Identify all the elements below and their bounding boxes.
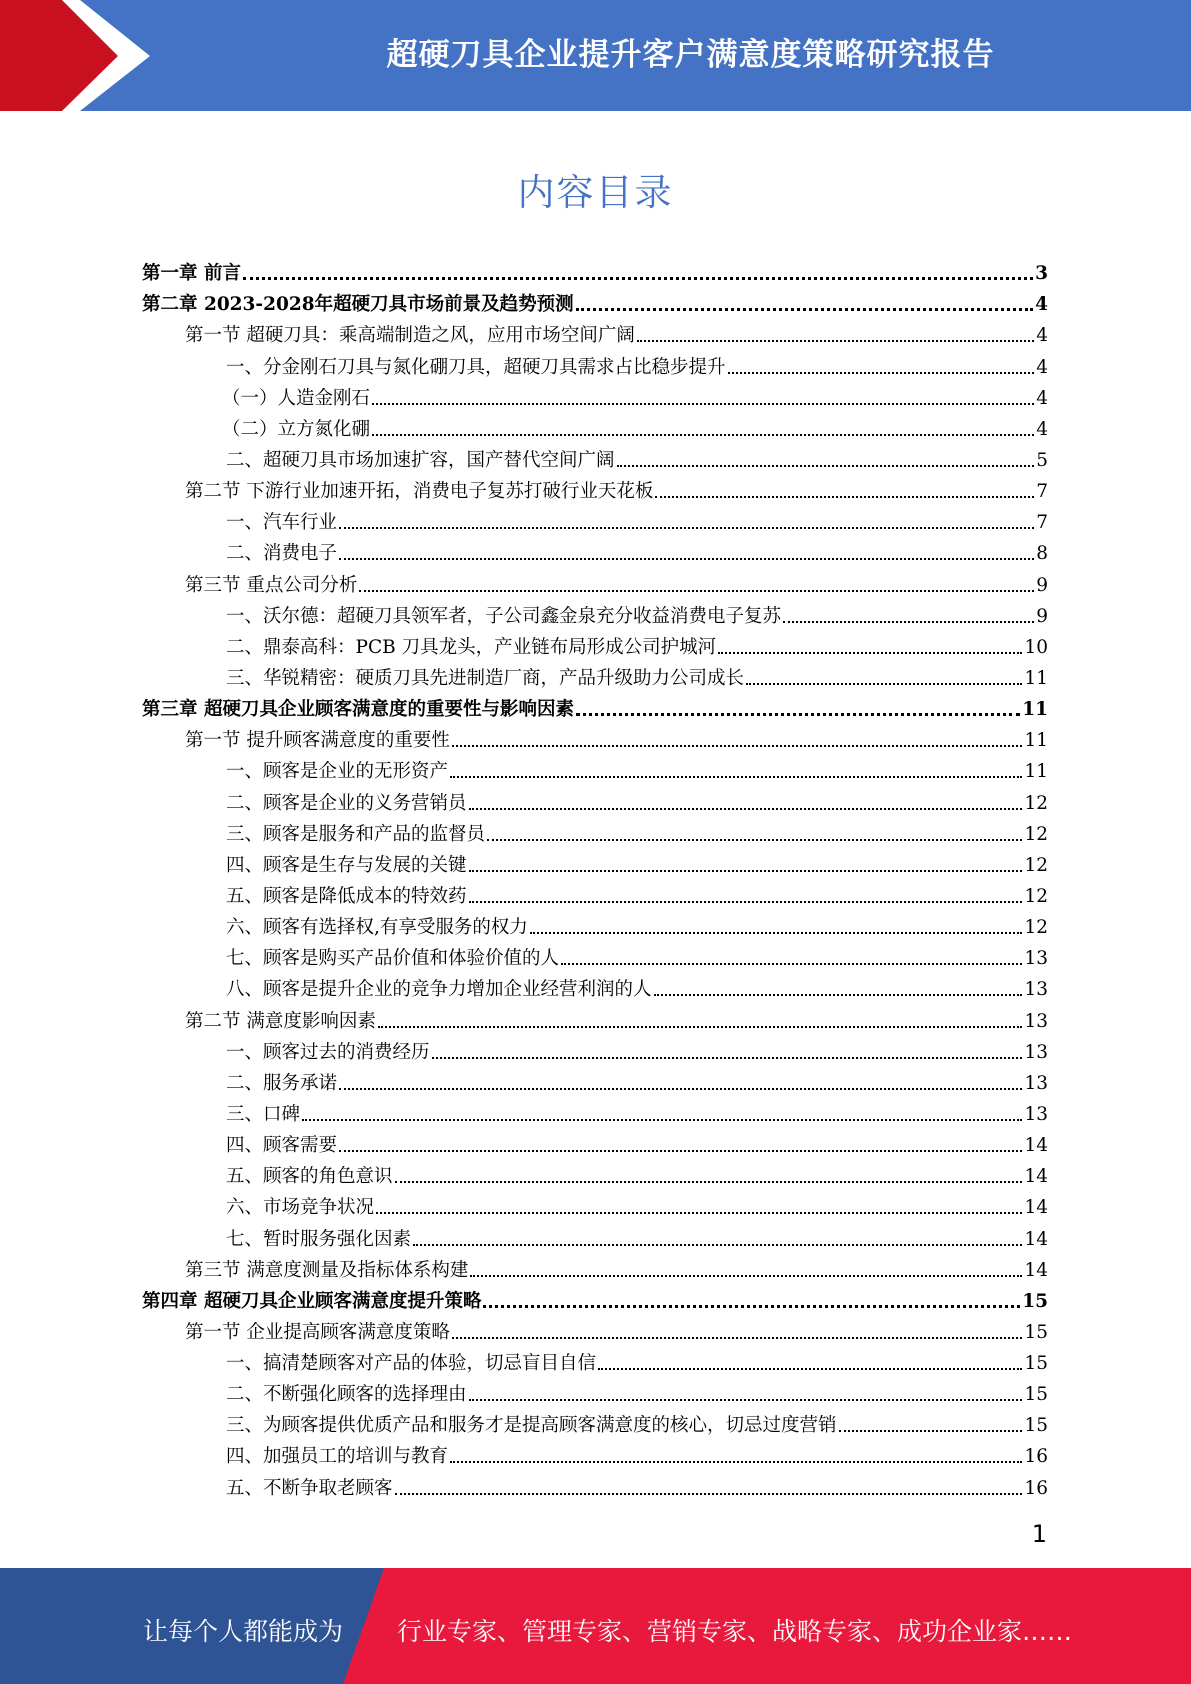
toc-dot-leader xyxy=(783,621,1034,623)
toc-dot-leader xyxy=(469,808,1023,810)
toc-entry[interactable] xyxy=(142,1406,1048,1437)
toc-entry[interactable] xyxy=(142,1064,1048,1095)
toc-heading: 内容目录 xyxy=(517,171,674,214)
toc-entry-title: 三、口碑 xyxy=(226,1103,301,1125)
toc-entry[interactable] xyxy=(142,1282,1048,1313)
toc-entry-title: （二）立方氮化硼 xyxy=(222,418,371,440)
toc-entry-page: 7 xyxy=(1036,512,1048,534)
page-number: 1 xyxy=(1031,1520,1047,1548)
toc-dot-leader xyxy=(339,1088,1022,1090)
toc-entry-title: 第四章 超硬刀具企业顾客满意度提升策略 xyxy=(142,1290,482,1312)
toc-entry[interactable] xyxy=(142,472,1048,503)
toc-entry-title: 二、不断强化顾客的选择理由 xyxy=(226,1384,467,1406)
toc-entry-page: 14 xyxy=(1024,1166,1048,1188)
toc-entry-title: 一、汽车行业 xyxy=(226,512,338,534)
toc-entry-page: 4 xyxy=(1036,387,1048,409)
toc-dot-leader xyxy=(718,652,1022,654)
toc-entry-page: 11 xyxy=(1024,761,1048,783)
toc-dot-leader xyxy=(450,1461,1022,1463)
toc-entry-page: 16 xyxy=(1024,1477,1048,1499)
toc-entry[interactable] xyxy=(142,410,1048,441)
toc-entry-page: 7 xyxy=(1036,481,1048,503)
toc-entry-page: 12 xyxy=(1024,917,1048,939)
toc-entry-page: 3 xyxy=(1035,263,1048,285)
toc-entry-title: 二、超硬刀具市场加速扩容，国产替代空间广阔 xyxy=(226,449,615,471)
toc-dot-leader xyxy=(452,1337,1023,1339)
page-header xyxy=(0,0,1191,111)
toc-entry-page: 4 xyxy=(1036,325,1048,347)
toc-entry-title: 第一章 前言 xyxy=(142,263,241,285)
toc-entry-page: 4 xyxy=(1035,294,1048,316)
toc-entry-page: 11 xyxy=(1022,699,1048,721)
toc-dot-leader xyxy=(243,277,1033,280)
toc-entry[interactable] xyxy=(142,1095,1048,1126)
toc-dot-leader xyxy=(469,901,1023,903)
toc-entry-page: 4 xyxy=(1036,418,1048,440)
toc-entry-title: 第一节 企业提高顾客满意度策略 xyxy=(185,1321,450,1343)
toc-entry-page: 5 xyxy=(1036,449,1048,471)
toc-entry-title: 一、顾客是企业的无形资产 xyxy=(226,761,449,783)
toc-dot-leader xyxy=(487,839,1022,841)
toc-entry[interactable] xyxy=(142,1188,1048,1219)
toc-entry[interactable] xyxy=(142,503,1048,534)
toc-dot-leader xyxy=(530,932,1023,934)
toc-entry-title: 五、顾客的角色意识 xyxy=(226,1166,393,1188)
red-arrow-icon xyxy=(0,0,150,111)
toc-entry-title: 六、顾客有选择权,有享受服务的权力 xyxy=(226,917,528,939)
toc-entry-page: 9 xyxy=(1036,574,1048,596)
toc-dot-leader xyxy=(746,683,1022,685)
toc-entry[interactable] xyxy=(142,1033,1048,1064)
toc-entry-page: 11 xyxy=(1024,667,1048,689)
toc-dot-leader xyxy=(359,590,1034,592)
toc-dot-leader xyxy=(372,403,1034,405)
toc-entry-title: 第二节 满意度影响因素 xyxy=(185,1010,376,1032)
toc-entry-page: 9 xyxy=(1036,605,1048,627)
toc-entry[interactable] xyxy=(142,783,1048,814)
toc-dot-leader xyxy=(339,1150,1022,1152)
toc-dot-leader xyxy=(372,434,1034,436)
toc-entry-page: 14 xyxy=(1024,1135,1048,1157)
toc-entry[interactable] xyxy=(142,534,1048,565)
toc-entry[interactable] xyxy=(142,1344,1048,1375)
footer-slogan-left: 让每个人都能成为 xyxy=(143,1617,344,1646)
toc-entry-page: 15 xyxy=(1024,1321,1048,1343)
toc-entry-page: 14 xyxy=(1024,1197,1048,1219)
toc-entry[interactable] xyxy=(142,254,1048,285)
toc-entry[interactable] xyxy=(142,1375,1048,1406)
toc-dot-leader xyxy=(576,713,1020,716)
toc-entry-title: 四、加强员工的培训与教育 xyxy=(226,1446,449,1468)
toc-entry-title: （一）人造金刚石 xyxy=(222,387,371,409)
toc-entry-page: 4 xyxy=(1036,356,1048,378)
toc-entry-title: 二、顾客是企业的义务营销员 xyxy=(226,792,467,814)
toc-entry[interactable] xyxy=(142,970,1048,1001)
toc-dot-leader xyxy=(378,1026,1023,1028)
toc-entry-title: 五、顾客是降低成本的特效药 xyxy=(226,885,467,907)
toc-entry-page: 8 xyxy=(1036,543,1048,565)
toc-entry-page: 14 xyxy=(1024,1259,1048,1281)
toc-entry-title: 六、市场竞争状况 xyxy=(226,1197,375,1219)
toc-entry-page: 10 xyxy=(1024,636,1048,658)
toc-entry[interactable] xyxy=(142,721,1048,752)
toc-dot-leader xyxy=(432,1057,1023,1059)
toc-dot-leader xyxy=(561,963,1022,965)
toc-entry-page: 12 xyxy=(1024,854,1048,876)
toc-entry-page: 15 xyxy=(1024,1353,1048,1375)
toc-entry-page: 13 xyxy=(1024,979,1048,1001)
toc-dot-leader xyxy=(302,1119,1022,1121)
toc-entry[interactable] xyxy=(142,908,1048,939)
toc-entry[interactable] xyxy=(142,441,1048,472)
toc-dot-leader xyxy=(469,1399,1023,1401)
toc-entry[interactable] xyxy=(142,939,1048,970)
toc-dot-leader xyxy=(654,994,1023,996)
toc-entry[interactable] xyxy=(142,1437,1048,1468)
toc-entry[interactable] xyxy=(142,659,1048,690)
toc-entry[interactable] xyxy=(142,347,1048,378)
toc-entry-title: 第三节 重点公司分析 xyxy=(185,574,358,596)
toc-entry-title: 四、顾客需要 xyxy=(226,1135,338,1157)
toc-dot-leader xyxy=(413,1244,1022,1246)
toc-entry-page: 12 xyxy=(1024,792,1048,814)
toc-entry[interactable] xyxy=(142,285,1048,316)
toc-entry[interactable] xyxy=(142,877,1048,908)
toc-entry[interactable] xyxy=(142,1157,1048,1188)
toc-entry[interactable] xyxy=(142,565,1048,596)
toc-entry-page: 14 xyxy=(1024,1228,1048,1250)
toc-entry-title: 第一节 提升顾客满意度的重要性 xyxy=(185,730,450,752)
toc-entry[interactable] xyxy=(142,1251,1048,1282)
toc-entry-title: 五、不断争取老顾客 xyxy=(226,1477,393,1499)
toc-entry[interactable] xyxy=(142,628,1048,659)
toc-dot-leader xyxy=(450,776,1022,778)
toc-entry-title: 三、华锐精密：硬质刀具先进制造厂商，产品升级助力公司成长 xyxy=(226,667,745,689)
toc-entry-title: 一、顾客过去的消费经历 xyxy=(226,1041,430,1063)
toc-entry-page: 15 xyxy=(1024,1415,1048,1437)
toc-entry[interactable] xyxy=(142,1468,1048,1499)
toc-entry-page: 11 xyxy=(1024,730,1048,752)
toc-entry[interactable] xyxy=(142,690,1048,721)
toc-entry-page: 12 xyxy=(1024,885,1048,907)
toc-entry-page: 13 xyxy=(1024,948,1048,970)
toc-dot-leader xyxy=(617,465,1035,467)
toc-entry[interactable] xyxy=(142,846,1048,877)
toc-entry-title: 二、消费电子 xyxy=(226,543,338,565)
toc-entry-title: 第二节 下游行业加速开拓，消费电子复苏打破行业天花板 xyxy=(185,481,654,503)
toc-dot-leader xyxy=(339,558,1034,560)
toc-dot-leader xyxy=(395,1181,1023,1183)
toc-entry-title: 第三章 超硬刀具企业顾客满意度的重要性与影响因素 xyxy=(142,699,574,721)
toc-entry[interactable] xyxy=(142,752,1048,783)
toc-entry-page: 16 xyxy=(1024,1446,1048,1468)
toc-entry[interactable] xyxy=(142,1219,1048,1250)
toc-entry[interactable] xyxy=(142,1001,1048,1032)
toc-dot-leader xyxy=(655,496,1034,498)
toc-entry-title: 第三节 满意度测量及指标体系构建 xyxy=(185,1259,469,1281)
toc-dot-leader xyxy=(728,372,1035,374)
toc-entry[interactable] xyxy=(142,815,1048,846)
toc-entry-title: 一、沃尔德：超硬刀具领军者，子公司鑫金泉充分收益消费电子复苏 xyxy=(226,605,782,627)
table-of-contents xyxy=(142,254,1048,1500)
footer-slogan-right: 行业专家、管理专家、营销专家、战略专家、成功企业家…… xyxy=(397,1617,1073,1646)
report-title: 超硬刀具企业提升客户满意度策略研究报告 xyxy=(386,36,995,73)
toc-entry-title: 第二章 2023-2028年超硬刀具市场前景及趋势预测 xyxy=(142,294,574,316)
toc-entry[interactable] xyxy=(142,379,1048,410)
toc-entry-page: 13 xyxy=(1024,1103,1048,1125)
toc-entry-title: 八、顾客是提升企业的竞争力增加企业经营利润的人 xyxy=(226,979,652,1001)
toc-entry-page: 12 xyxy=(1024,823,1048,845)
toc-entry[interactable] xyxy=(142,1313,1048,1344)
toc-entry-page: 15 xyxy=(1022,1290,1048,1312)
toc-entry[interactable] xyxy=(142,597,1048,628)
toc-entry-page: 13 xyxy=(1024,1010,1048,1032)
toc-dot-leader xyxy=(483,1305,1020,1308)
toc-entry-page: 15 xyxy=(1024,1384,1048,1406)
toc-entry-title: 二、服务承诺 xyxy=(226,1072,338,1094)
toc-entry-title: 一、搞清楚顾客对产品的体验，切忌盲目自信 xyxy=(226,1353,597,1375)
toc-dot-leader xyxy=(339,527,1034,529)
toc-entry-title: 二、鼎泰高科：PCB 刀具龙头，产业链布局形成公司护城河 xyxy=(226,636,717,658)
toc-dot-leader xyxy=(452,745,1023,747)
toc-entry-title: 第一节 超硬刀具：乘高端制造之风，应用市场空间广阔 xyxy=(185,325,635,347)
toc-dot-leader xyxy=(469,870,1023,872)
toc-entry-title: 七、顾客是购买产品价值和体验价值的人 xyxy=(226,948,560,970)
toc-dot-leader xyxy=(598,1368,1022,1370)
toc-dot-leader xyxy=(637,340,1034,342)
toc-entry-page: 13 xyxy=(1024,1072,1048,1094)
toc-dot-leader xyxy=(395,1493,1023,1495)
toc-dot-leader xyxy=(470,1275,1022,1277)
toc-entry[interactable] xyxy=(142,1126,1048,1157)
toc-entry[interactable] xyxy=(142,316,1048,347)
toc-entry-title: 七、暂时服务强化因素 xyxy=(226,1228,412,1250)
toc-entry-title: 三、为顾客提供优质产品和服务才是提高顾客满意度的核心，切忌过度营销 xyxy=(226,1415,837,1437)
toc-entry-title: 三、顾客是服务和产品的监督员 xyxy=(226,823,486,845)
toc-entry-page: 13 xyxy=(1024,1041,1048,1063)
toc-entry-title: 四、顾客是生存与发展的关键 xyxy=(226,854,467,876)
toc-dot-leader xyxy=(576,308,1034,311)
toc-dot-leader xyxy=(376,1212,1022,1214)
toc-dot-leader xyxy=(839,1430,1023,1432)
toc-entry-title: 一、分金刚石刀具与氮化硼刀具，超硬刀具需求占比稳步提升 xyxy=(226,356,726,378)
